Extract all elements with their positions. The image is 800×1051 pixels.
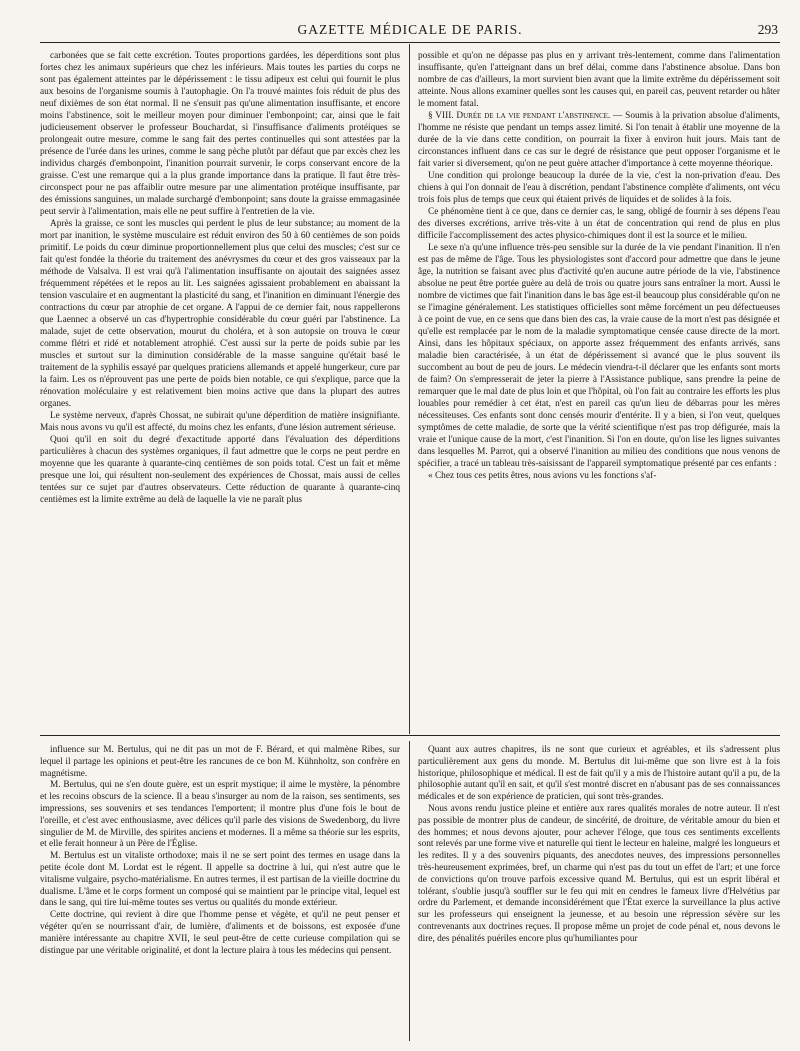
section-paragraph — [418, 110, 780, 170]
paragraph: Quant aux autres chapitres, ils ne sont que curieux et agréables, et ils s'adressent plus particulièrement aux gens du monde. M. Bertulus dit lui-même que son livre est à la fois historique, philosophique et médical. Il est de fait qu'il y a mis de l'histoire autant qu'il a pu, de la philosophie autant qu'il en sait, et qu'il s'est montré discret en n'abusant pas de ses connaissances médicales et de son expérience de praticien, qui sont très-grandes. — [418, 745, 780, 803]
paragraph: Nous avons rendu justice pleine et entière aux rares qualités morales de notre auteur. Il n'est pas possible de montrer plus de candeur, de sincérité, de droiture, de véritable amour du bien et des hommes; et nous devons ajouter, pour achever l'éloge, que tous ces sentiments excellents sont relevés par une forme vive et naturelle qui tient le lecteur en haleine, malgré les longueurs et les redites. Il y a des souvenirs piquants, des anecdotes neuves, des impressions personnelles très-heureusement exprimées, bref, un charme qui n'est pas du tout un effet de l'art; et une force de convictions qu'on trouve parfois excessive quand M. Bertulus, qui est un esprit libéral et tolérant, s'oublie jusqu'à souffler sur le feu qui mit en cendres le fameux livre d'Helvétius par ordre du Parlement, et demande inconsidérément que l'État exerce la surveillance la plus active sur les professeurs qui enseignent la jeunesse, et au besoin une répression sévère sur les contrevenants aux doctrines reçues. Il propose même un projet de code pénal et, nous devons le dire, des pénalités puériles encore plus qu'humiliantes pour — [418, 803, 780, 944]
paragraph: Le système nerveux, d'après Chossat, ne subirait qu'une déperdition de matière insignifiante. Mais nous avons vu qu'il est affecté, du moins chez les enfants, d'une lésion autrement sérieuse. — [40, 411, 400, 433]
page-number: 293 — [757, 22, 778, 37]
paragraph: Ce phénomène tient à ce que, dans ce dernier cas, le sang, obligé de fournir à ses dépens l'eau des diverses excrétions, arrive très-vite à un état de concentration qui rend de plus en plus difficile l'accomplissement des actes physico-chimiques dont il est la source et le milieu. — [418, 207, 780, 241]
feuilleton-column-left — [40, 745, 400, 1040]
paragraph: carbonées que se fait cette excrétion. Toutes proportions gardées, les déperditions sont plus fortes chez les animaux supérieurs que chez les inférieurs. Mais toutes les parties du corps ne sont pas également atteintes par le dépérissement : le tissu adipeux est celui qui fournit le plus aux besoins de l'organisme soumis à l'autophagie. On l'a trouvé maintes fois réduit de plus des neuf dixièmes de son état normal. Il ne s'ensuit pas qu'une alimentation insuffisante, et encore moins l'abstinence, soit le meilleur moyen pour diminuer l'embonpoint; car, ainsi que le fait judicieusement observer le professeur Bouchardat, si l'insuffisance d'aliments protéiques se prolongeait outre mesure, comme le sang fait des pertes continuelles qui sont attestées par la présence de l'urée dans les urines, comme le sang pèche plutôt par défaut que par excès chez les individus chargés d'embonpoint, l'inanition pourrait survenir, le corps conservant encore de la graisse. C'est une remarque qui a la plus grande importance dans la pratique. Il faut être très-circonspect pour ne pas affaiblir outre mesure par une alimentation protéique insuffisante, par des émissions sanguines, un malade surchargé d'embonpoint; sans doute la graisse emmagasinée peut servir à l'alimentation, mais elle ne peut suffire à l'entretien de la vie. — [40, 51, 400, 217]
journal-title: GAZETTE MÉDICALE DE PARIS. — [297, 22, 523, 37]
section-text: — Soumis à la privation absolue d'aliments, l'homme ne résiste que pendant un temps assez limité. Si l'on tenait à établir une moyenne de la durée de la vie dans cette condition, on pourrait la fixer à environ huit jours. Mais tant de circonstances influent dans ce cas sur le degré de résistance que peut opposer l'organisme et le fait varier si diversement, qu'on ne peut guère attacher d'importance à cette moyenne théorique. — [418, 111, 780, 169]
page-header — [40, 22, 780, 38]
paragraph: Cette doctrine, qui revient à dire que l'homme pense et végète, et qu'il ne peut penser et végéter qu'en se nourrissant d'air, de lumière, d'aliments et de boissons, est exposée d'une manière intéressante au chapitre XVII, le seul peut-être de cette curieuse compilation qui se distingue par une véritable originalité, et dont la lecture plaira à tous les médecins qui pensent. — [40, 910, 400, 956]
column-divider-bottom — [409, 741, 410, 1041]
article-column-left — [40, 50, 400, 732]
article-column-right — [418, 50, 780, 732]
section-heading: § VIII. Durée de la vie pendant l'abstinence. — [428, 111, 611, 121]
paragraph: Le sexe n'a qu'une influence très-peu sensible sur la durée de la vie pendant l'inanition. Il n'en est pas de même de l'âge. Tous les physiologistes sont d'accord pour admettre que dans le jeune âge, la nutrition se faisant avec plus d'activité qu'en aucune autre période de la vie, l'abstinence absolue ne peut être portée guère au delà de trois ou quatre jours sans entraîner la mort. Aussi le nombre de victimes que fait l'inanition dans le bas âge est-il beaucoup plus considérable qu'on ne se l'imagine généralement. Les statistiques officielles sont même forcément un peu défectueuses à ce point de vue, en ce sens que dans bien des cas, la vraie cause de la mort n'est pas désignée et qu'elle est remplacée par le nom de la maladie symptomatique censée cause directe de la mort. Ainsi, dans les hôpitaux spéciaux, on apporte assez fréquemment des enfants arrivés, sans maladie bien caractérisée, à un état de dépérissement si avancé que le plus souvent ils succombent au bout de peu de jours. Le médecin viendra-t-il déclarer que les enfants sont morts de faim? On s'empresserait de jeter la pierre à l'Assistance publique, sans prendre la peine de remarquer que le mal date de plus loin et que l'hôpital, où l'on fait au contraire les efforts les plus louables pour remédier à cet état, n'est en pareil cas qu'un lieu de débarras pour les mères nécessiteuses. Ces enfants sont donc censés mourir d'entérite. Il y a bien, si l'on veut, quelques symptômes de cette maladie, de sorte que la vérité scientifique n'est pas trop défigurée, mais la vraie et l'unique cause de la mort, c'est l'inanition. Si l'on en doute, qu'on lise les lignes suivantes dans lesquelles M. Parrot, qui a observé l'inanition au milieu des conditions que nous venons de spécifier, a tracé un tableau très-saisissant de l'appareil symptomatique présenté par ces enfants : — [418, 243, 780, 469]
feuilleton-rule — [40, 735, 780, 736]
paragraph: influence sur M. Bertulus, qui ne dit pas un mot de F. Bérard, et qui malmène Ribes, sur lequel il partage les opinions et peut-être les rancunes de ce bon M. Kühnholtz, son confrère en magnétisme. — [40, 745, 400, 779]
paragraph: possible et qu'on ne dépasse pas plus en y arrivant très-lentement, comme dans l'alimentation insuffisante, qu'en l'atteignant dans un bref délai, comme dans l'abstinence absolue. Dans bon nombre de cas d'ailleurs, la mort survient bien avant que la limite extrême du dépérissement soit atteinte. Nous allons examiner quelles sont les causes qui, en pareil cas, peuvent retarder ou hâter le moment fatal. — [418, 51, 780, 109]
paragraph: M. Bertulus est un vitaliste orthodoxe; mais il ne se sert point des termes en usage dans la petite école dont M. Lordat est le régent. Il appelle sa doctrine à lui, qui n'est autre que le vitalisme vulgaire, psycho-matérialisme. En autres termes, il est partisan de la vieille doctrine du dualisme. L'âme et le corps forment un composé qui se maintient par le principe vital, lequel est dans le sang, qui tire lui-même toutes ses vertus ou qualités du monde extérieur. — [40, 851, 400, 909]
paragraph: Une condition qui prolonge beaucoup la durée de la vie, c'est la non-privation d'eau. Des chiens à qui l'on donnait de l'eau à discrétion, pendant l'abstinence complète d'aliments, ont vécu trois fois plus de temps que ceux qui étaient privés de liquides et de solides à la fois. — [418, 171, 780, 205]
column-divider-top — [409, 44, 410, 734]
paragraph: M. Bertulus, qui ne s'en doute guère, est un esprit mystique; il aime le mystère, la pénombre et les recoins obscurs de la science. Il a beau s'insurger au nom de la raison, ses sentiments, ses impressions, ses souvenirs et ses tendances l'emportent; il montre plus d'une fois le bout de l'oreille, et c'est avec enthousiasme, avec délices qu'il parle des visions de Swedenborg, du livre singulier de M. de Mirville, des spirites anciens et modernes. Il a même sa théorie sur les esprits, et elle ferait honneur à un Père de l'Église. — [40, 780, 400, 850]
feuilleton-column-right — [418, 745, 780, 1040]
paragraph: « Chez tous ces petits êtres, nous avions vu les fonctions s'af- — [428, 471, 657, 481]
newspaper-page — [40, 0, 780, 1051]
header-rule — [40, 42, 780, 43]
paragraph: Après la graisse, ce sont les muscles qui perdent le plus de leur substance; au moment de la mort par inanition, le système musculaire est réduit environ des 50 à 60 centièmes de son poids primitif. Le poids du cœur diminue proportionnellement plus que celui des muscles; c'est sur ce fait qu'est fondée la théorie du traitement des anévrysmes du cœur et des gros vaisseaux par la méthode de Valsalva. Il est vrai qu'à l'alimentation insuffisante on ajoutait des saignées assez fréquemment répétées et le repos au lit. Les saignées agissaient probablement en abaissant la tension vasculaire et en augmentant la plasticité du sang, et l'inanition en diminuant l'énergie des contractions du cœur par atrophie de cet organe. A l'appui de ce dernier fait, nous rappellerons que Laennec a observé un cas d'hypertrophie considérable du cœur guéri par l'abstinence. La malade, sujet de cette observation, mourut du choléra, et à son autopsie on trouva le cœur comme flétri et ridé et notablement atrophié. C'est aussi sur la perte de poids subie par les muscles et surtout sur la diminution considérable de la masse sanguine qu'était basé le traitement de la syphilis essayé par quelques praticiens allemands et appelé hungerkeur, cure par la faim. Les os n'éprouvent pas une perte de poids bien notable, ce qui s'explique, parce que la rénovation moléculaire y est relativement bien moins active que dans la plupart des autres organes. — [40, 219, 400, 409]
paragraph: Quoi qu'il en soit du degré d'exactitude apporté dans l'évaluation des déperditions particulières à chacun des systèmes organiques, il faut admettre que le corps ne peut perdre en moyenne que les quarante à quarante-cinq centièmes de son poids total. C'est un fait et même presque une loi, qui résultent non-seulement des expériences de Chossat, mais aussi de celles tentées sur ce sujet par d'autres observateurs. Cette réduction de quarante à quarante-cinq centièmes est la limite extrême au delà de laquelle la vie ne paraît plus — [40, 435, 400, 505]
